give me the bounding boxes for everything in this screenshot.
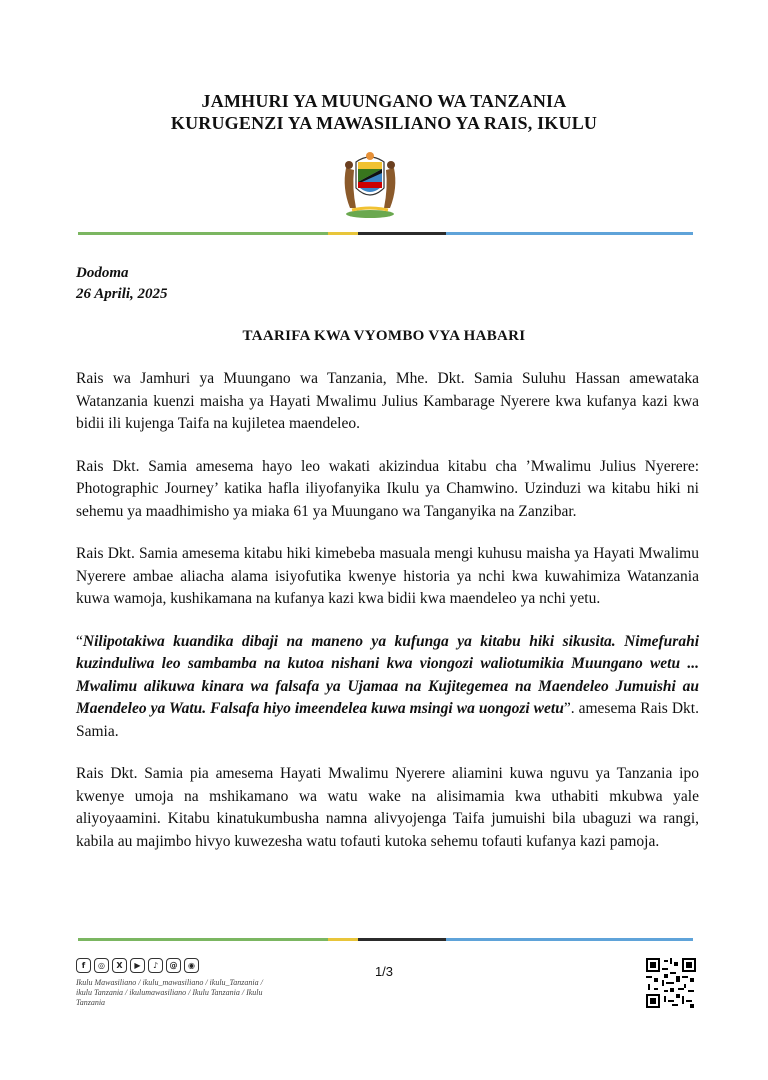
tiktok-icon[interactable]: ♪ bbox=[148, 958, 163, 973]
youtube-icon[interactable]: ▶ bbox=[130, 958, 145, 973]
dateline-date: 26 Aprili, 2025 bbox=[76, 286, 168, 302]
x-icon[interactable]: X bbox=[112, 958, 127, 973]
podcast-icon[interactable]: ◉ bbox=[184, 958, 199, 973]
facebook-icon[interactable]: f bbox=[76, 958, 91, 973]
paragraph: Rais Dkt. Samia amesema hayo leo wakati akizindua kitabu cha ’Mwalimu Julius Nyerere: Photographic Journey’ katika hafla iliyofanyika Ikulu ya Chamwino. Uzinduzi wa kitabu hiki ni sehemu ya maadhimisho ya miaka 61 ya Muungano wa Tanganyika na Zanzibar. bbox=[76, 457, 699, 520]
quote-close: ”. bbox=[563, 700, 575, 717]
letterhead-line-1: JAMHURI YA MUUNGANO WA TANZANIA bbox=[201, 91, 567, 111]
quote-paragraph bbox=[76, 631, 699, 744]
instagram-icon[interactable]: ◎ bbox=[94, 958, 109, 973]
social-handles: Ikulu Mawasiliano / ikulu_mawasiliano / ikulu_Tanzania / ikulu Tanzania / ikulumawasiliano / Ikulu Tanzania / Ikulu Tanzania bbox=[76, 978, 263, 1007]
header-divider bbox=[78, 232, 693, 235]
letterhead bbox=[0, 90, 768, 134]
threads-icon[interactable]: @ bbox=[166, 958, 181, 973]
quote-attribution: amesema Rais Dkt. Samia. bbox=[76, 700, 699, 740]
document-body bbox=[76, 368, 699, 873]
paragraph: Rais wa Jamhuri ya Muungano wa Tanzania, Mhe. Dkt. Samia Suluhu Hassan amewataka Watanzania kuenzi maisha ya Hayati Mwalimu Julius Kambarage Nyerere kwa kufanya kazi kwa bidii ili kujenga Taifa na kujiletea maendeleo. bbox=[76, 370, 699, 432]
quote-open: “ bbox=[76, 632, 83, 650]
dateline bbox=[76, 263, 168, 305]
paragraph: Rais Dkt. Samia amesema kitabu hiki kimebeba masuala mengi kuhusu maisha ya Hayati Mwalimu Nyerere ambae aliacha alama isiyofutika kwenye historia ya nchi kwa kuwahimiza Watanzania kuwa wamoja, kushikamana na kufanya kazi kwa bidii kwa maendeleo ya nchi yetu. bbox=[76, 545, 699, 607]
page-number: 1/3 bbox=[374, 964, 394, 979]
qr-code-icon bbox=[646, 958, 696, 1008]
dateline-place: Dodoma bbox=[76, 265, 129, 281]
footer-divider bbox=[78, 938, 693, 941]
document-title: TAARIFA KWA VYOMBO VYA HABARI bbox=[242, 328, 526, 344]
coat-of-arms-icon bbox=[334, 148, 406, 220]
quote-text: Nilipotakiwa kuandika dibaji na maneno ya kufunga ya kitabu hiki sikusita. Nimefurahi kuzinduliwa leo sambamba na kutoa nishani kwa viongozi waliotumikia Muungano wetu ... Mwalimu alikuwa kinara wa falsafa ya Ujamaa na Kujitegemea na Maendeleo Jumuishi au Maendeleo ya Watu. Falsafa hiyo imeendelea kuwa msingi wa uongozi wetu bbox=[76, 632, 699, 717]
letterhead-line-2: KURUGENZI YA MAWASILIANO YA RAIS, IKULU bbox=[170, 113, 598, 133]
paragraph: Rais Dkt. Samia pia amesema Hayati Mwalimu Nyerere aliamini kuwa nguvu ya Tanzania ipo kwenye umoja na mshikamano wa watu wake na alisimamia kwa uthabiti mkubwa yale aliyoyaamini. Kitabu kinatukumbusha namna alivyojenga Taifa jumuishi bila ubaguzi wa rangi, kabila au majimbo hivyo kuwezesha watu tofauti kutoka sehemu tofauti kufanya kazi pamoja. bbox=[76, 765, 699, 850]
